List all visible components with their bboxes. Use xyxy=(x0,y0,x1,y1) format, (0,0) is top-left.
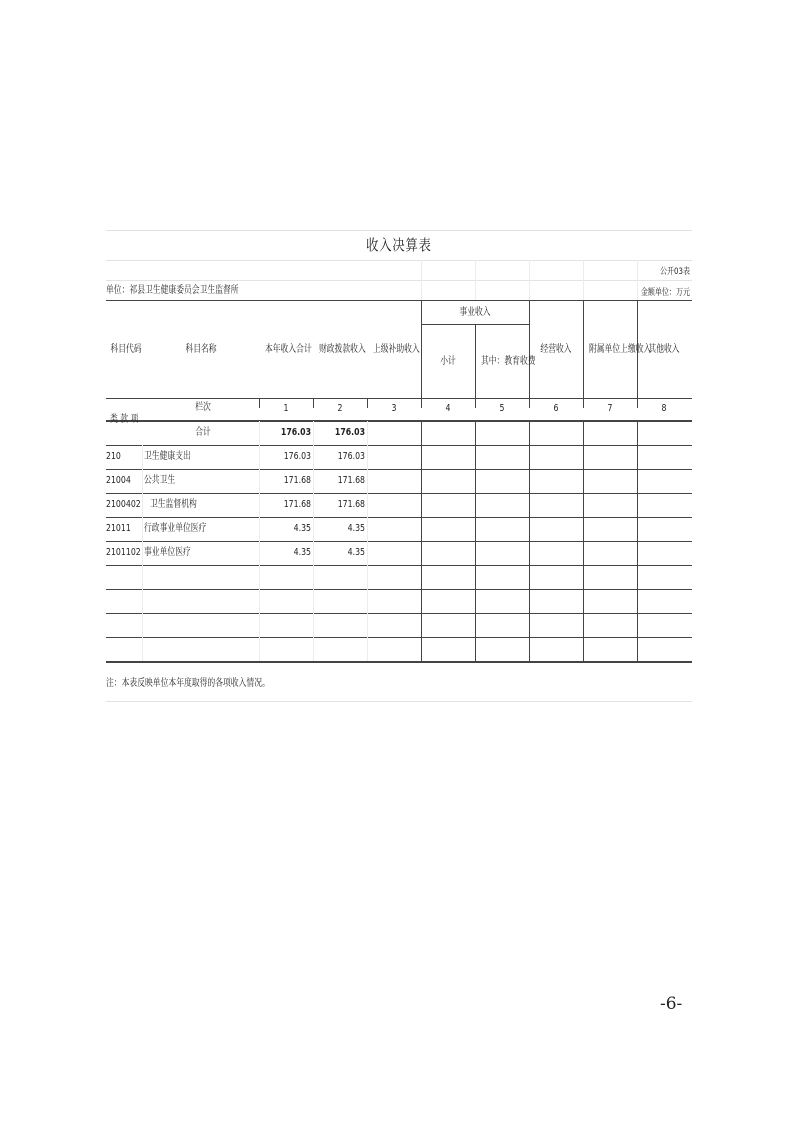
column-number: 2 xyxy=(337,403,343,414)
header-subordinate: 附属单位上缴收入 xyxy=(588,344,652,355)
total-row-total: 176.03 xyxy=(280,427,311,438)
row-code: 21004 xyxy=(106,475,131,486)
row-code: 2101102 xyxy=(106,547,141,558)
row-code: 2100402 xyxy=(106,499,141,510)
row-code: 210 xyxy=(106,451,121,462)
row-code: 21011 xyxy=(106,523,131,534)
row-fiscal: 171.68 xyxy=(337,499,365,510)
row-total: 4.35 xyxy=(293,523,311,534)
column-number: 6 xyxy=(553,403,559,414)
row-total: 171.68 xyxy=(283,499,311,510)
row-name: 卫生健康支出 xyxy=(144,451,191,462)
header-code: 科目代码 xyxy=(110,344,142,355)
column-number: 3 xyxy=(391,403,397,414)
row-total: 176.03 xyxy=(283,451,311,462)
row-name: 行政事业单位医疗 xyxy=(144,523,207,534)
currency-unit: 金额单位：万元 xyxy=(640,288,690,298)
header-name: 科目名称 xyxy=(185,344,217,355)
row-name: 公共卫生 xyxy=(144,475,176,486)
form-code: 公开03表 xyxy=(660,267,690,277)
column-number: 4 xyxy=(445,403,451,414)
total-row-label: 合计 xyxy=(195,427,211,438)
header-upper-subsidy: 上级补助收入 xyxy=(372,344,420,355)
column-number: 8 xyxy=(661,403,667,414)
header-business-income: 事业收入 xyxy=(459,307,491,318)
row-name: 卫生监督机构 xyxy=(150,499,197,510)
header-fiscal: 财政拨款收入 xyxy=(318,344,366,355)
column-number: 7 xyxy=(607,403,613,414)
row-fiscal: 4.35 xyxy=(347,523,365,534)
total-row-fiscal: 176.03 xyxy=(334,427,365,438)
page-number: -6- xyxy=(660,994,683,1014)
class-item-label: 类 款 项 xyxy=(110,414,139,425)
column-number: 5 xyxy=(499,403,505,414)
row-total: 171.68 xyxy=(283,475,311,486)
header-education-fees: 其中：教育收费 xyxy=(480,356,536,367)
row-total: 4.35 xyxy=(293,547,311,558)
header-other: 其他收入 xyxy=(648,344,680,355)
row-name: 事业单位医疗 xyxy=(144,547,191,558)
header-operating: 经营收入 xyxy=(540,344,572,355)
header-business-subtotal: 小计 xyxy=(440,356,456,367)
row-fiscal: 171.68 xyxy=(337,475,365,486)
column-number: 1 xyxy=(283,403,289,414)
table-title: 收入决算表 xyxy=(366,236,432,254)
row-fiscal: 4.35 xyxy=(347,547,365,558)
reporting-unit: 单位：祁县卫生健康委员会卫生监督所 xyxy=(106,285,239,296)
row-fiscal: 176.03 xyxy=(337,451,365,462)
column-row-label: 栏次 xyxy=(195,402,211,413)
income-statement-table xyxy=(106,230,692,702)
footnote: 注：本表反映单位本年度取得的各项收入情况。 xyxy=(106,678,270,689)
header-total: 本年收入合计 xyxy=(264,344,312,355)
